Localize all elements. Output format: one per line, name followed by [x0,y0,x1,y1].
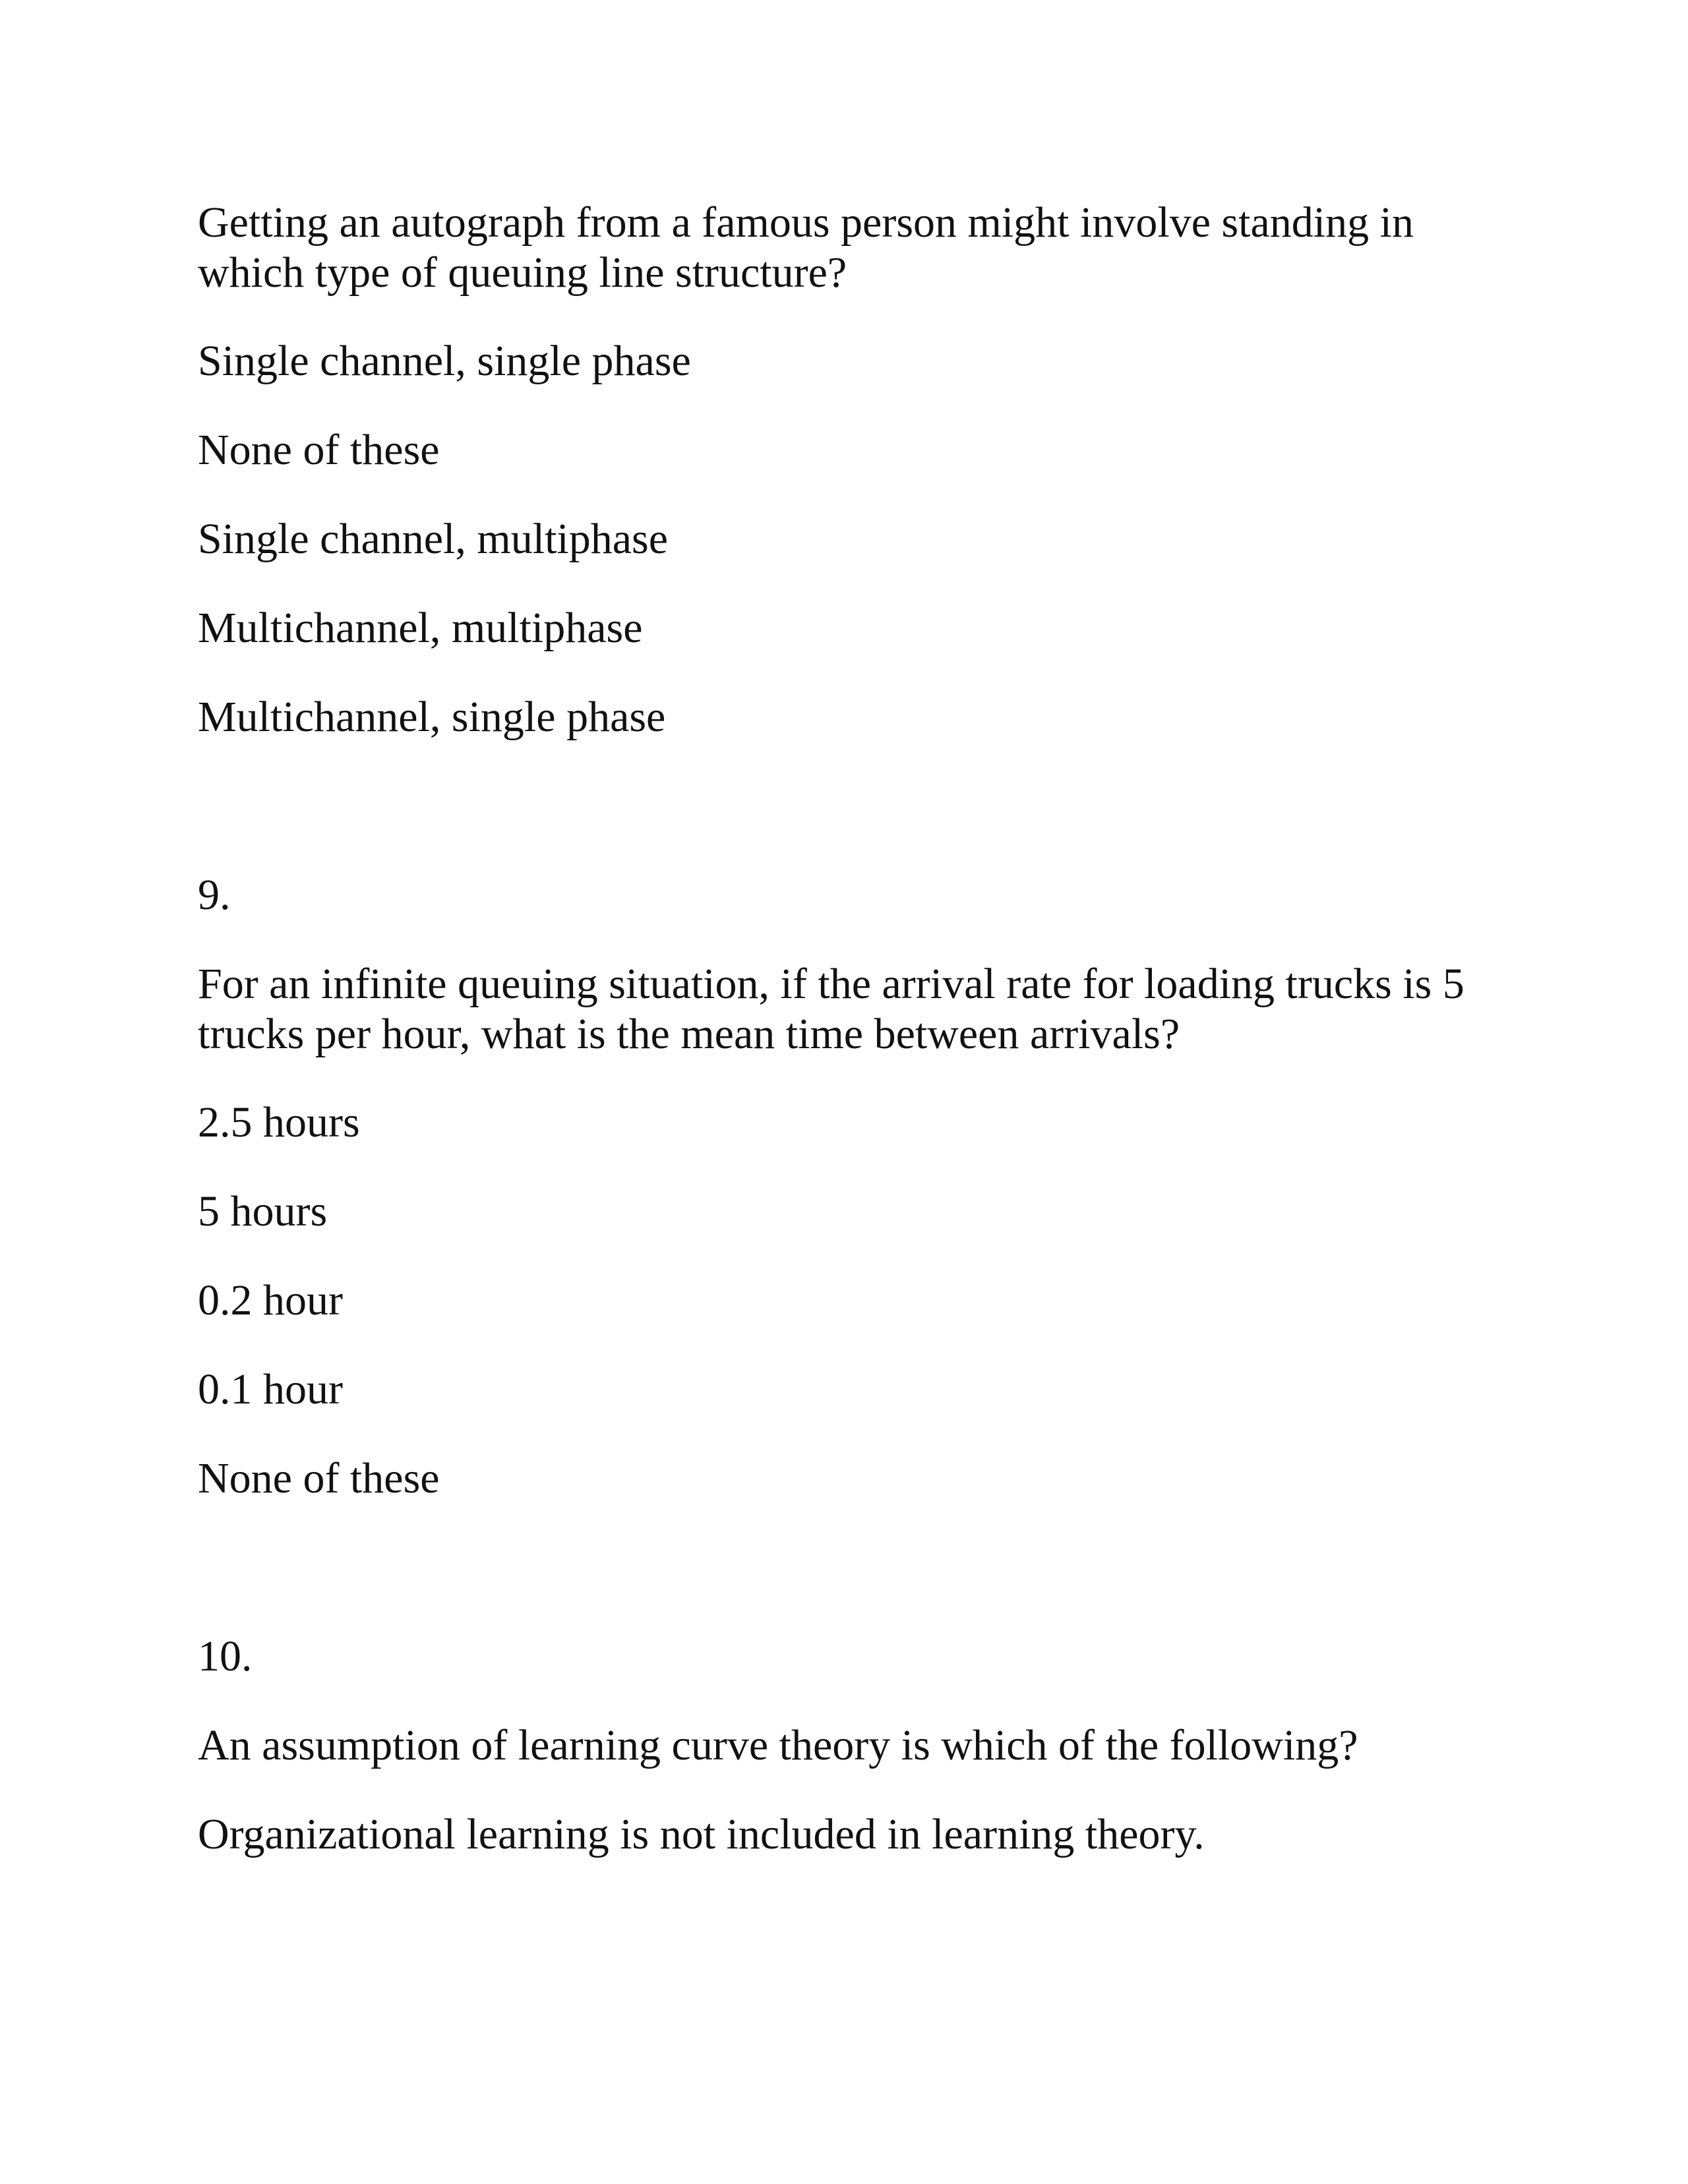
question-text: An assumption of learning curve theory is which of the following? [198,1721,1358,1769]
answer-option: None of these [198,1454,440,1502]
answer-option: Single channel, single phase [198,337,691,385]
answer-option: Multichannel, single phase [198,693,666,741]
answer-option: None of these [198,426,440,474]
question-number: 9. [198,871,231,919]
question-text: For an infinite queuing situation, if the arrival rate for loading trucks is 5 trucks per hour, what is the mean time between arrivals? [198,960,1464,1058]
answer-option: 0.2 hour [198,1276,343,1324]
question-number: 10. [198,1632,253,1680]
answer-option: 0.1 hour [198,1365,343,1413]
answer-option: Organizational learning is not included in learning theory. [198,1810,1205,1858]
answer-option: Multichannel, multiphase [198,604,643,652]
answer-option: Single channel, multiphase [198,515,669,563]
question-text: Getting an autograph from a famous person might involve standing in which type of queuing line structure? [198,198,1414,297]
answer-option: 2.5 hours [198,1098,360,1146]
answer-option: 5 hours [198,1187,328,1235]
